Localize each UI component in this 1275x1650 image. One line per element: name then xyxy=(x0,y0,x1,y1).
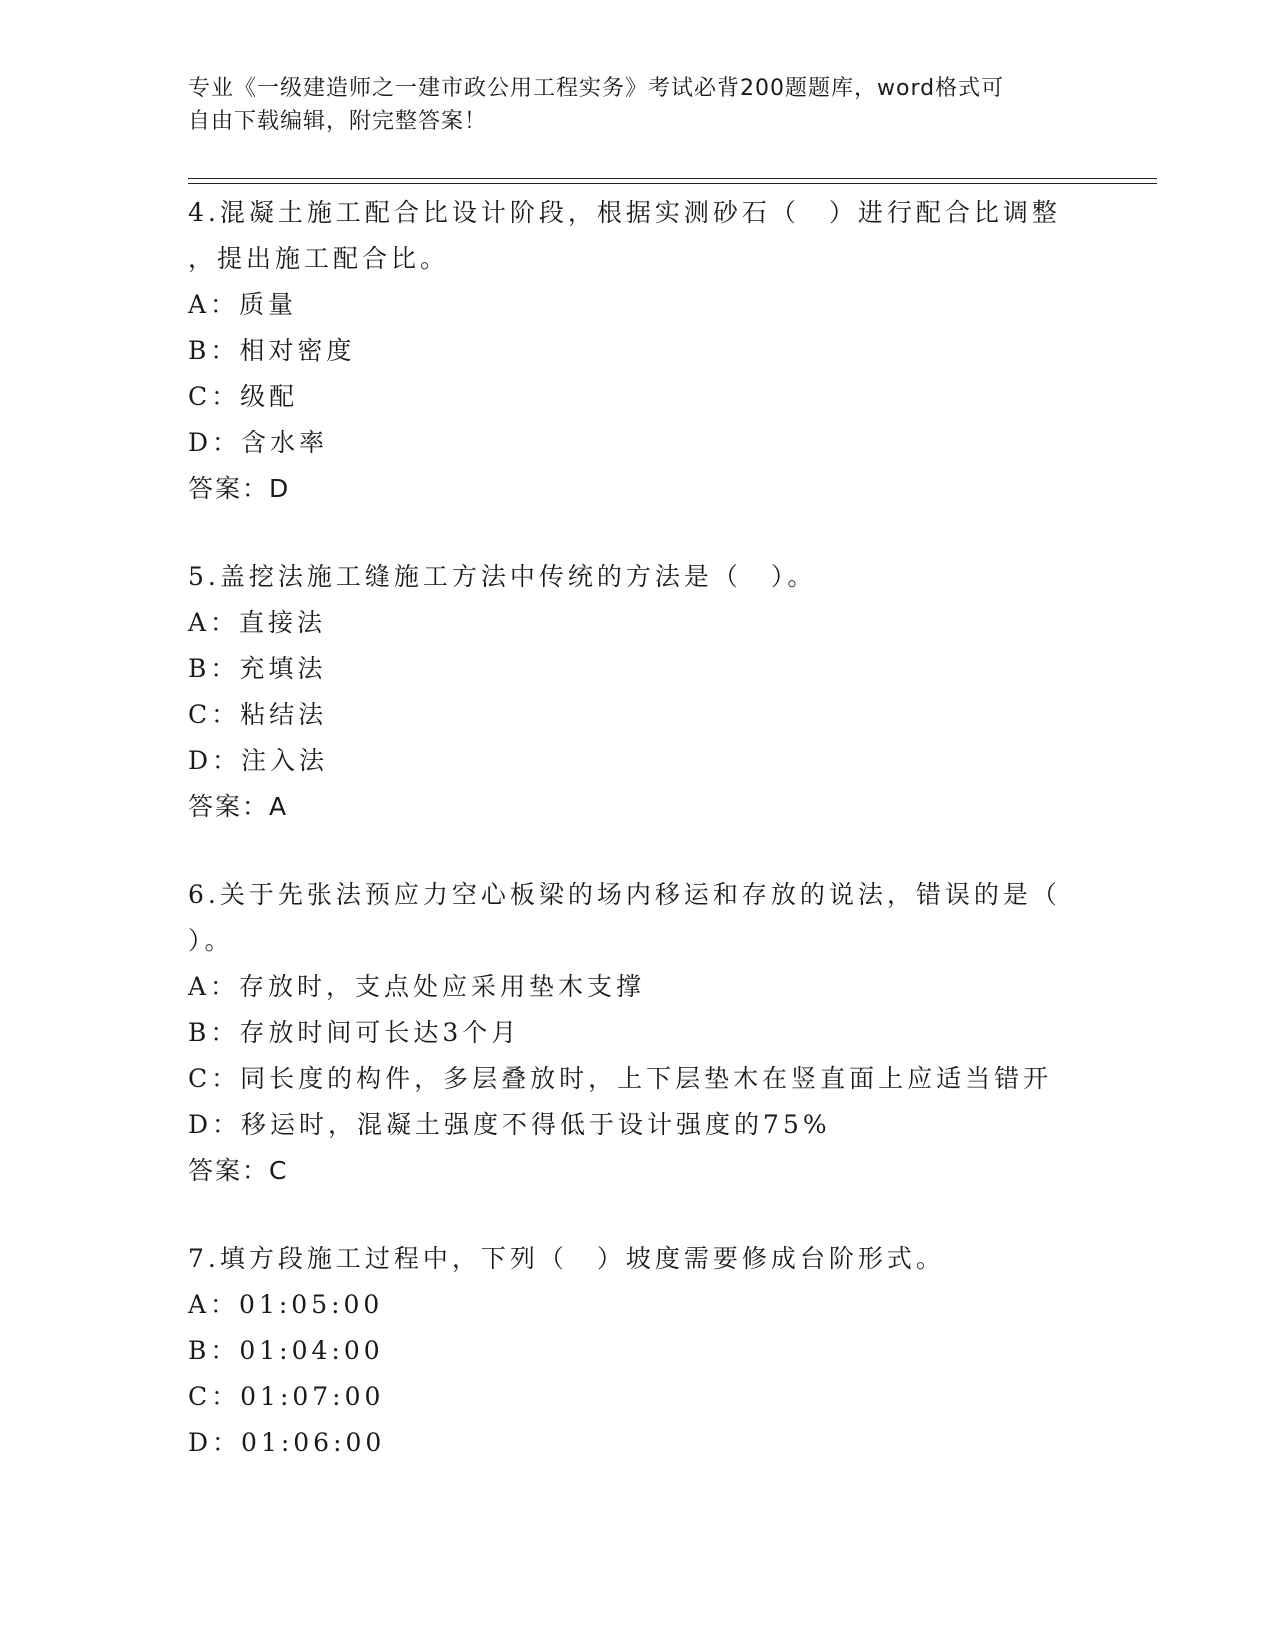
answer: 答案：C xyxy=(188,1156,289,1185)
header-line-1: 专业《一级建造师之一建市政公用工程实务》考试必背200题题库，word格式可 xyxy=(188,76,1005,101)
header-line-2: 自由下载编辑，附完整答案！ xyxy=(188,109,488,134)
option-a: A：存放时，支点处应采用垫木支撑 xyxy=(188,972,646,1001)
question-4 xyxy=(188,190,1088,512)
question-text: 5.盖挖法施工缝施工方法中传统的方法是（ ）。 xyxy=(188,562,817,591)
question-list xyxy=(188,190,1088,1508)
header-divider-bottom xyxy=(188,183,1157,184)
option-c: C：同长度的构件，多层叠放时，上下层垫木在竖直面上应适当错开 xyxy=(188,1064,1053,1093)
option-a: A：质量 xyxy=(188,290,298,319)
question-7 xyxy=(188,1236,1088,1466)
answer: 答案：D xyxy=(188,474,291,503)
question-text: 6.关于先张法预应力空心板梁的场内移运和存放的说法，错误的是（ xyxy=(188,880,1061,909)
option-a: A：直接法 xyxy=(188,608,327,637)
question-text-continued: ）。 xyxy=(188,926,234,955)
option-d: D：含水率 xyxy=(188,428,329,457)
document-header xyxy=(188,72,1068,138)
option-b: B：01:04:00 xyxy=(188,1336,384,1365)
question-5 xyxy=(188,554,1088,830)
option-d: D：移运时，混凝土强度不得低于设计强度的75% xyxy=(188,1110,831,1139)
header-divider-top xyxy=(188,178,1157,179)
option-b: B：充填法 xyxy=(188,654,327,683)
option-a: A：01:05:00 xyxy=(188,1290,384,1319)
option-d: D：01:06:00 xyxy=(188,1428,386,1457)
question-text: 7.填方段施工过程中，下列（ ）坡度需要修成台阶形式。 xyxy=(188,1244,945,1273)
option-c: C：01:07:00 xyxy=(188,1382,385,1411)
option-c: C：级配 xyxy=(188,382,299,411)
option-b: B：存放时间可长达3个月 xyxy=(188,1018,521,1047)
option-d: D：注入法 xyxy=(188,746,329,775)
option-c: C：粘结法 xyxy=(188,700,328,729)
answer: 答案：A xyxy=(188,792,289,821)
question-6 xyxy=(188,872,1088,1194)
option-b: B：相对密度 xyxy=(188,336,356,365)
question-text-continued: ，提出施工配合比。 xyxy=(188,244,450,273)
question-text: 4.混凝土施工配合比设计阶段，根据实测砂石（ ）进行配合比调整 xyxy=(188,198,1061,227)
